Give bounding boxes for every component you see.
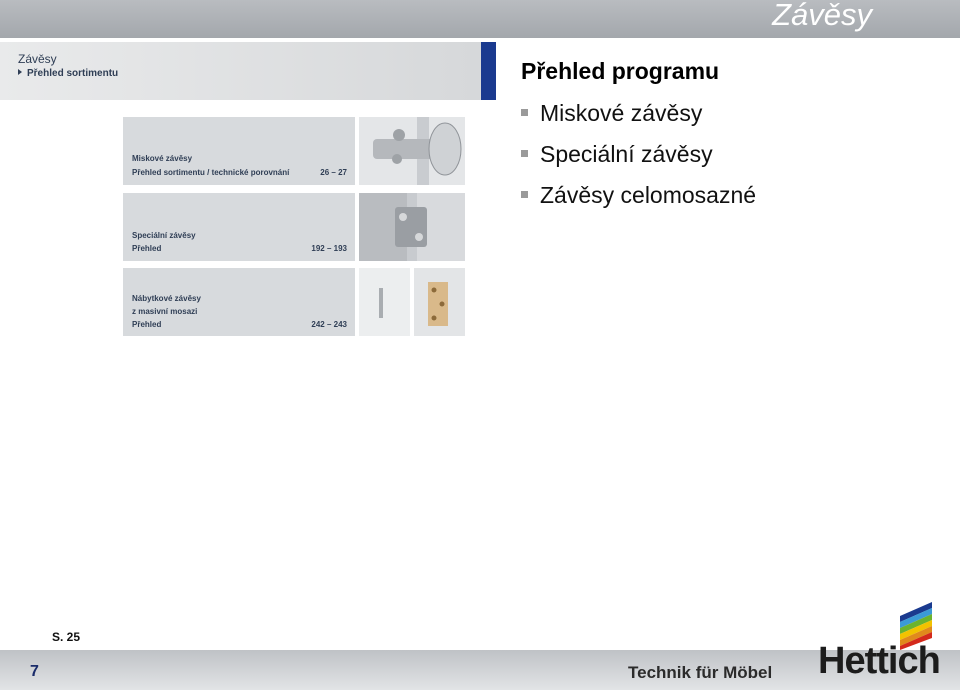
brass-hinge-image xyxy=(414,268,465,336)
tile-line: Speciální závěsy xyxy=(132,231,196,240)
tile-line: Přehled xyxy=(132,244,162,253)
bullet-square-icon xyxy=(521,150,528,157)
catalog-header-subtitle: Přehled sortimentu xyxy=(27,68,119,79)
catalog-header-title: Závěsy xyxy=(18,52,57,66)
tile-line: Přehled xyxy=(132,320,162,329)
tile-pages: 26 – 27 xyxy=(320,168,347,177)
door-image xyxy=(359,268,410,336)
bullet-item xyxy=(521,98,756,139)
brass-hinge-door-photo xyxy=(359,268,410,336)
catalog-tile-brass-hinges xyxy=(123,268,355,336)
title-bar xyxy=(0,0,960,38)
special-hinge-image xyxy=(359,193,465,261)
bullet-square-icon xyxy=(521,109,528,116)
bullet-list xyxy=(521,98,756,221)
bullet-text: Speciální závěsy xyxy=(540,141,713,167)
bullet-text: Miskové závěsy xyxy=(540,100,703,126)
page-reference: S. 25 xyxy=(52,630,81,644)
bullet-item xyxy=(521,180,756,221)
brass-hinge-photo xyxy=(414,268,465,336)
special-hinge-photo xyxy=(359,193,465,261)
bullet-square-icon xyxy=(521,191,528,198)
cup-hinge-image xyxy=(359,117,465,185)
slide-heading: Přehled programu xyxy=(521,58,720,84)
accent-bar xyxy=(481,42,496,100)
tile-pages: 242 – 243 xyxy=(311,320,347,329)
footer-bar xyxy=(0,650,960,690)
cup-hinge-photo xyxy=(359,117,465,185)
catalog-header xyxy=(0,42,481,100)
tile-line: z masivní mosazi xyxy=(132,307,198,316)
triangle-right-icon xyxy=(18,69,22,75)
tile-line: Přehled sortimentu / technické porovnání xyxy=(132,168,290,177)
catalog-header-subtitle-row xyxy=(18,68,118,79)
bullet-item xyxy=(521,139,756,180)
tile-pages: 192 – 193 xyxy=(311,244,347,253)
slide-title: Závěsy xyxy=(772,0,872,32)
hettich-logo: Hettich xyxy=(818,640,940,682)
footer-slogan: Technik für Möbel xyxy=(628,663,773,682)
tile-line: Nábytkové závěsy xyxy=(132,294,201,303)
slide-number: 7 xyxy=(30,663,39,680)
catalog-tile-cup-hinges xyxy=(123,117,355,185)
bullet-text: Závěsy celomosazné xyxy=(540,182,757,208)
tile-line: Miskové závěsy xyxy=(132,154,193,163)
catalog-tile-special-hinges xyxy=(123,193,355,261)
